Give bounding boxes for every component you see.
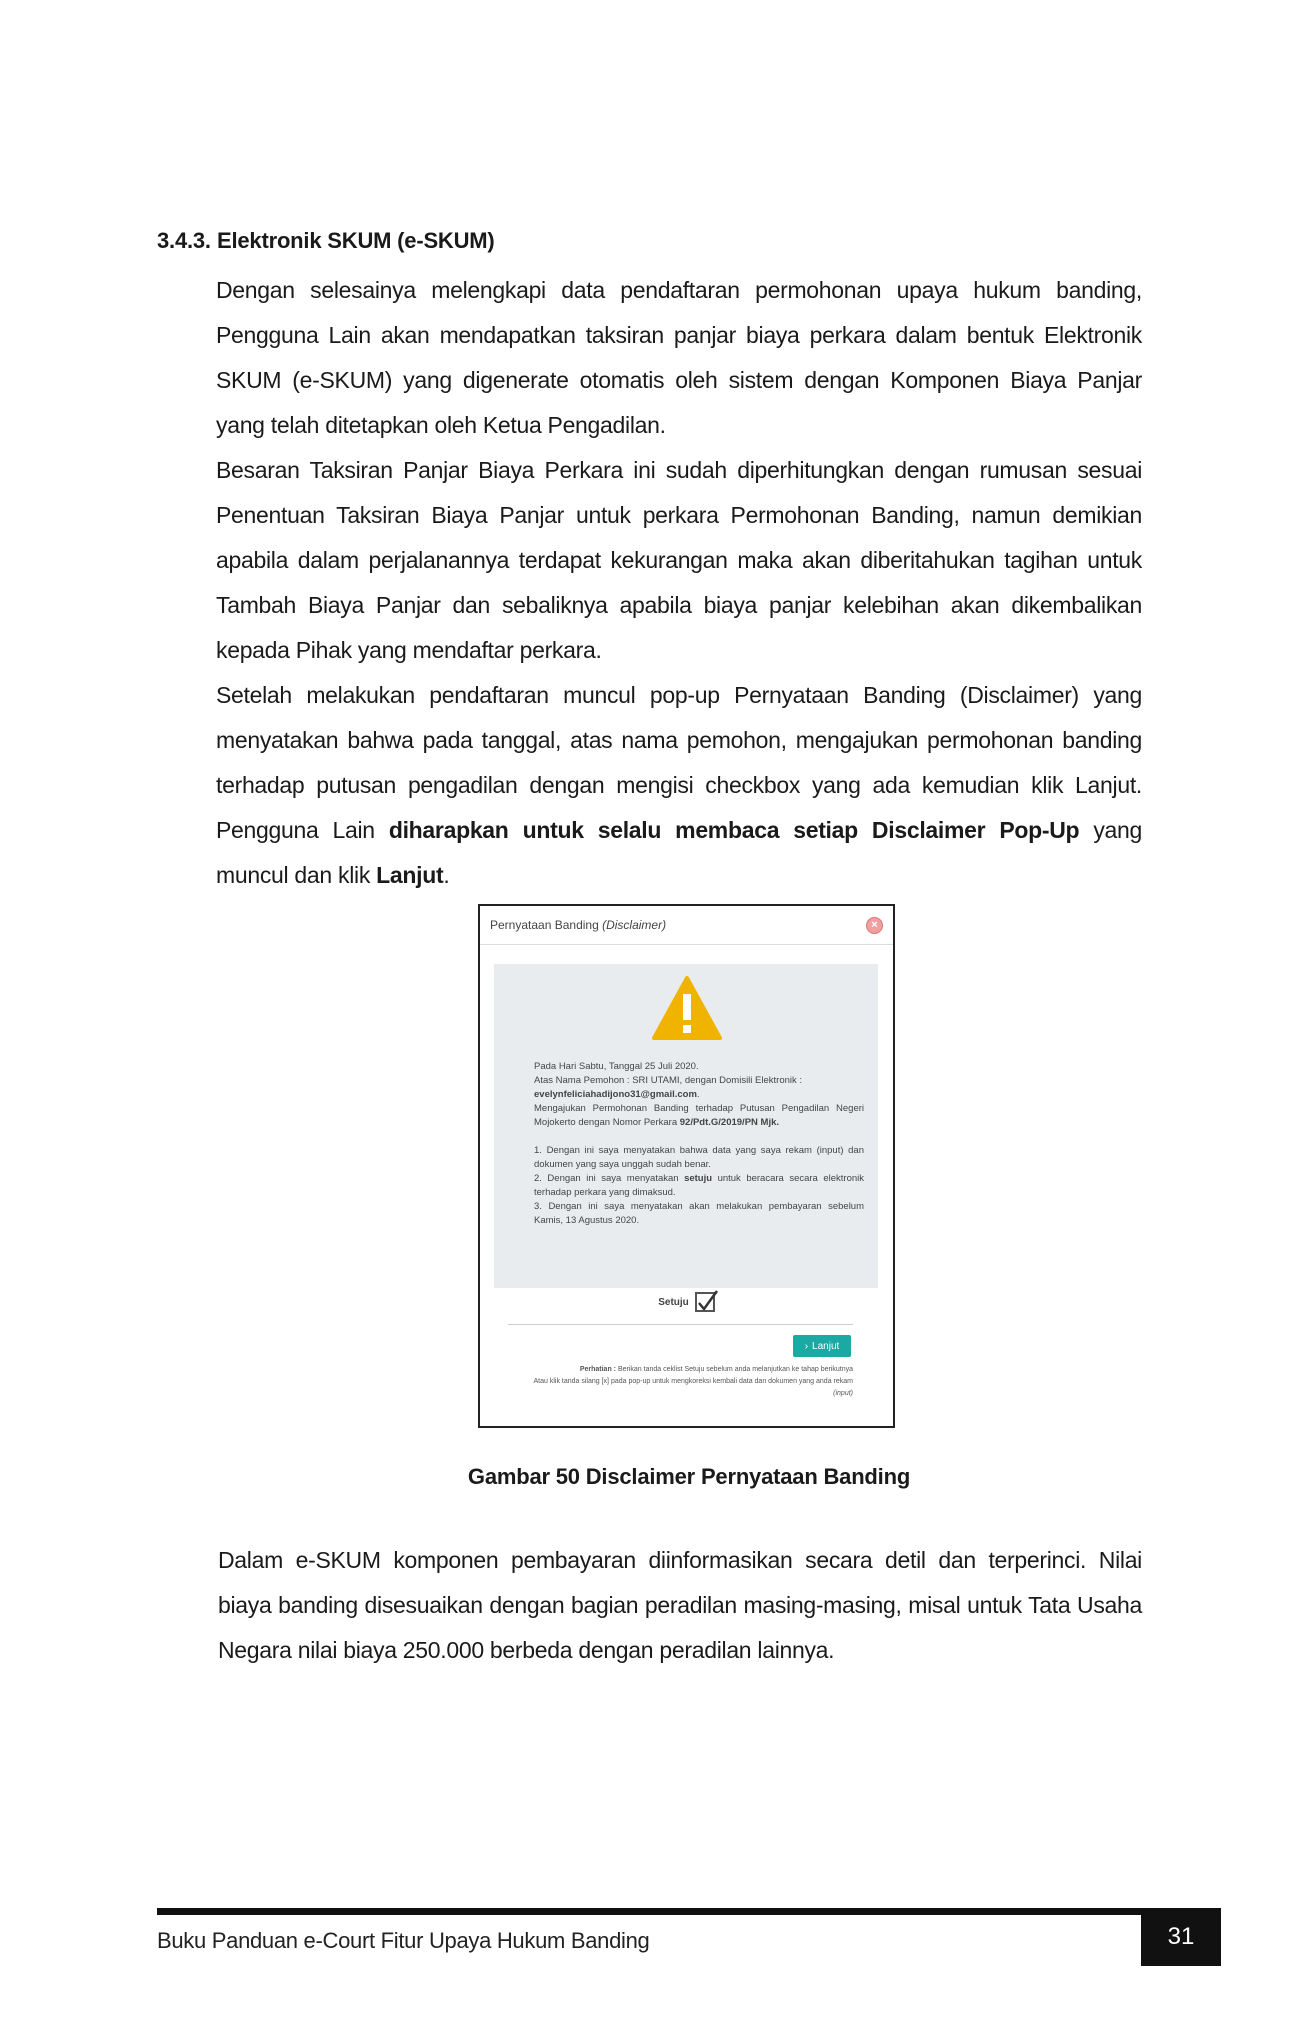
agree-checkbox[interactable]	[695, 1292, 715, 1312]
figure-caption: Gambar 50 Disclaimer Pernyataan Banding	[467, 1464, 911, 1489]
paragraph-2: Besaran Taksiran Panjar Biaya Perkara ini sudah diperhitungkan dengan rumusan sesuai Penentuan Taksiran Biaya Panjar untuk perkara Permohonan Banding, namun demikian apabila dalam perjalanannya terdapat kekurangan maka akan diberitahukan tagihan untuk Tambah Biaya Panjar dan sebaliknya apabila biaya panjar kelebihan akan dikembalikan kepada Pihak yang mendaftar perkara.	[216, 457, 1142, 663]
dialog-item-3: 3. Dengan ini saya menyatakan akan melakukan pembayaran sebelum Kamis, 13 Agustus 2020.	[534, 1201, 864, 1226]
dialog-note-line3: (input)	[833, 1390, 853, 1397]
dialog-note-text: Berikan tanda ceklist Setuju sebelum anda melanjutkan ke tahap berikutnya	[616, 1366, 853, 1373]
dialog-item-2	[534, 1172, 864, 1200]
dialog-email: evelynfeliciahadijono31@gmail.com	[534, 1089, 697, 1100]
dialog-case-number: 92/Pdt.G/2019/PN Mjk.	[679, 1117, 780, 1128]
dialog-title-text: Pernyataan Banding	[490, 918, 599, 932]
disclaimer-dialog-figure	[478, 904, 895, 1428]
dialog-item-1: 1. Dengan ini saya menyatakan bahwa data yang saya rekam (input) dan dokumen yang saya unggah sudah benar.	[534, 1145, 864, 1170]
paragraph-4: Dalam e-SKUM komponen pembayaran diinformasikan secara detil dan terperinci. Nilai biaya banding disesuaikan dengan bagian peradilan masing-masing, misal untuk Tata Usaha Negara nilai biaya 250.000 berbeda dengan peradilan lainnya.	[218, 1547, 1142, 1663]
footer-title: Buku Panduan e-Court Fitur Upaya Hukum Banding	[157, 1928, 650, 1953]
checkmark-icon	[695, 1288, 719, 1314]
dialog-divider	[508, 1324, 853, 1325]
warning-icon	[652, 976, 722, 1040]
paragraph-1: Dengan selesainya melengkapi data pendaftaran permohonan upaya hukum banding, Pengguna Lain akan mendapatkan taksiran panjar biaya perkara dalam bentuk Elektronik SKUM (e-SKUM) yang digenerate otomatis oleh sistem dengan Komponen Biaya Panjar yang telah ditetapkan oleh Ketua Pengadilan.	[216, 277, 1142, 438]
dialog-item-2-bold: setuju	[684, 1173, 713, 1184]
section-number: 3.4.3.	[157, 228, 211, 253]
section-title: Elektronik SKUM (e-SKUM)	[217, 228, 495, 253]
paragraph-3-text-b: yang muncul dan klik	[216, 817, 1142, 888]
page-number: 31	[1141, 1908, 1221, 1966]
lanjut-button-label: Lanjut	[812, 1340, 840, 1352]
dialog-title-italic: (Disclaimer)	[602, 918, 667, 932]
agree-row	[480, 1292, 893, 1312]
dialog-text: Pada Hari Sabtu, Tanggal 25 Juli 2020. Atas Nama Pemohon : SRI UTAMI, dengan Domisili Elektronik : evelynfeliciahadijono31@gmail.com. Mengajukan Permohonan Banding terhadap Putusan Pengadilan Negeri Mojokerto dengan Nomor Perkara 92/Pdt.G/2019/PN Mjk. 1. Dengan ini saya menyatakan bahwa data yang saya rekam (input) dan dokumen yang saya unggah sudah benar. 2. Dengan ini saya menyatakan setuju untuk beracara secara elektronik terhadap perkara yang dimaksud. 3. Dengan ini saya menyatakan akan melakukan pembayaran sebelum Kamis, 13 Agustus 2020.	[534, 1061, 864, 1226]
dialog-note-line2: Atau klik tanda silang [x] pada pop-up untuk mengkoreksi kembali data dan dokumen yang anda rekam	[533, 1378, 853, 1385]
dialog-case-line	[534, 1102, 864, 1130]
dialog-applicant-line: Atas Nama Pemohon : SRI UTAMI, dengan Domisili Elektronik :	[534, 1075, 803, 1086]
chevron-right-icon: ›	[804, 1340, 809, 1352]
dialog-item-2-a: 2. Dengan ini saya menyatakan	[534, 1173, 685, 1184]
dialog-item-2-b: untuk beracara secara elektronik terhadap perkara yang dimaksud.	[534, 1173, 864, 1198]
paragraph-3-text-a: Setelah melakukan pendaftaran muncul pop-up Pernyataan Banding (Disclaimer) yang menyatakan bahwa pada tanggal, atas nama pemohon, mengajukan permohonan banding terhadap putusan pengadilan dengan mengisi checkbox yang ada kemudian klik Lanjut. Pengguna Lain	[216, 682, 1142, 843]
agree-label: Setuju	[658, 1296, 689, 1308]
paragraph-3-text-c: .	[443, 862, 450, 888]
paragraph-3	[216, 673, 1142, 898]
dialog-body	[494, 964, 878, 1288]
close-icon[interactable]: ×	[866, 917, 883, 934]
dialog-title	[490, 918, 666, 932]
dialog-date-line: Pada Hari Sabtu, Tanggal 25 Juli 2020.	[534, 1061, 699, 1072]
dialog-note-bold: Perhatian :	[579, 1366, 617, 1373]
footer-rule	[157, 1908, 1179, 1915]
dialog-case-text: Mengajukan Permohonan Banding terhadap Putusan Pengadilan Negeri Mojokerto dengan Nomor Perkara	[534, 1103, 864, 1128]
dialog-header	[480, 906, 893, 945]
paragraph-3-bold-a: diharapkan untuk selalu membaca setiap Disclaimer Pop-Up	[388, 817, 1080, 843]
paragraph-3-bold-b: Lanjut	[376, 862, 444, 888]
dialog-note	[493, 1364, 853, 1400]
section-heading	[157, 228, 495, 254]
lanjut-button[interactable]	[793, 1335, 851, 1357]
